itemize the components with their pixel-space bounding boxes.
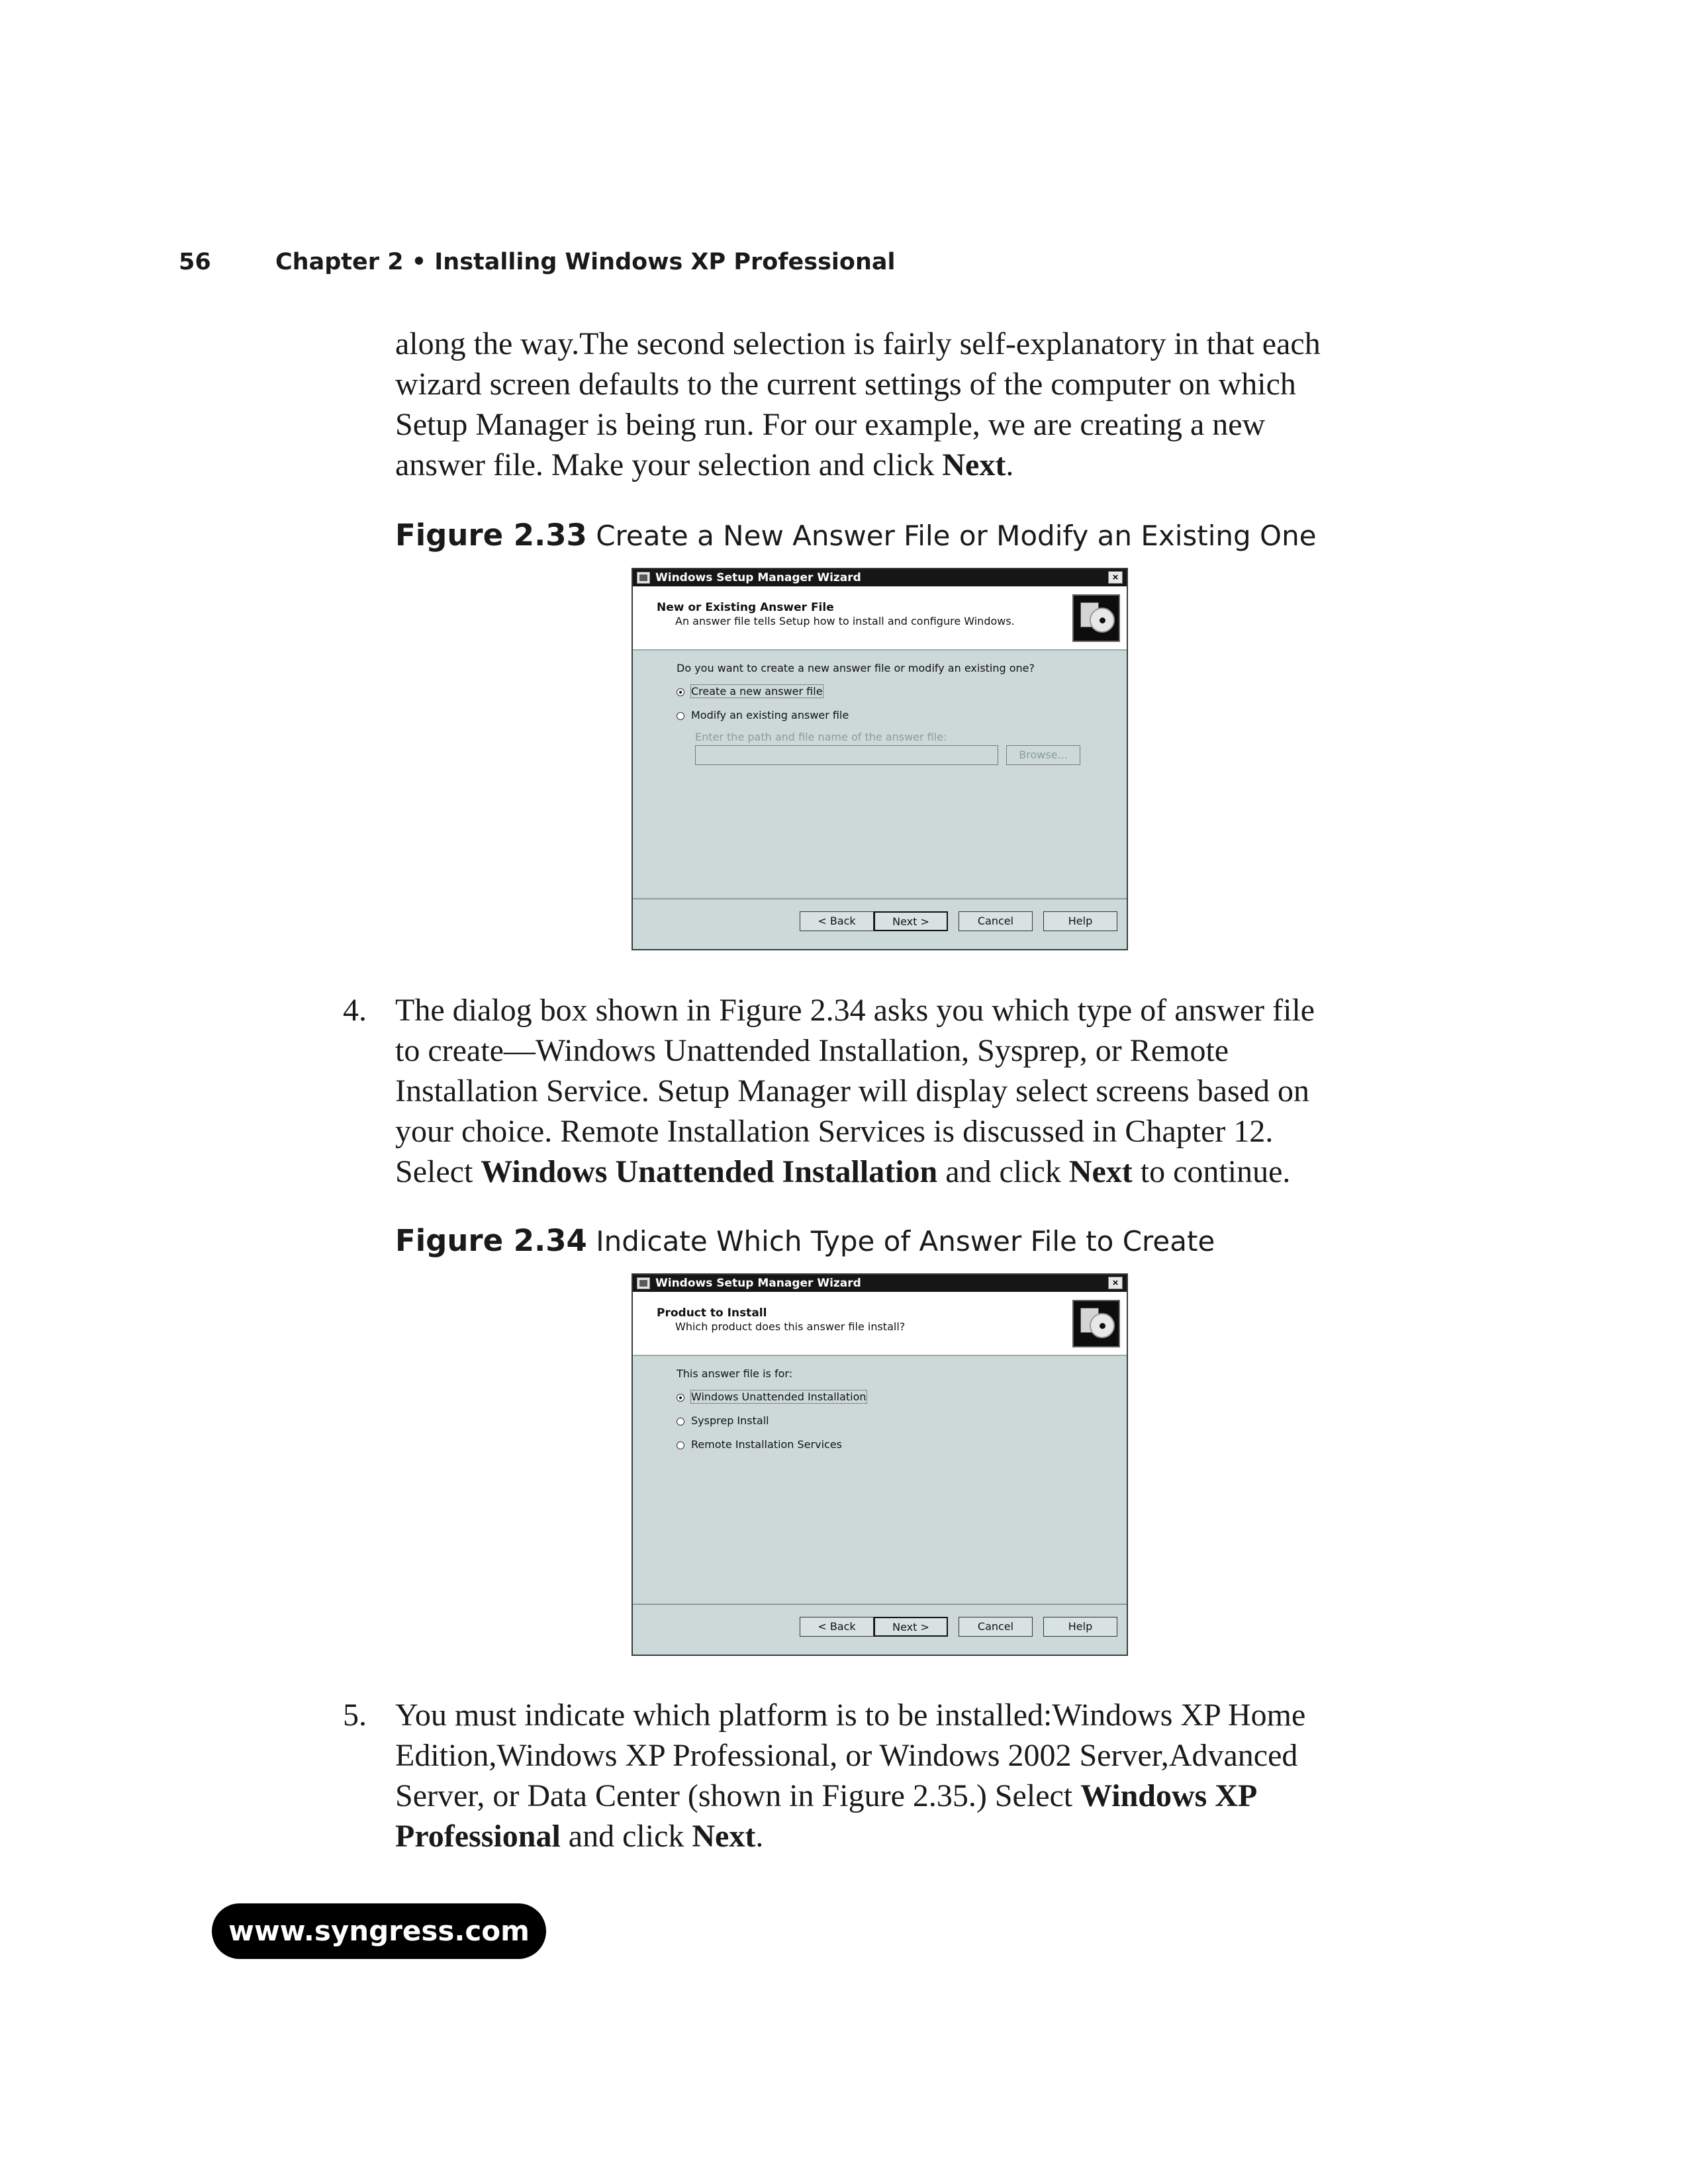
radio-remote-installation[interactable] bbox=[677, 1437, 842, 1452]
text-line: Edition,Windows XP Professional, or Windows 2002 Server,Advanced bbox=[395, 1738, 1298, 1773]
radio-create-new[interactable] bbox=[677, 684, 823, 699]
list-number: 4. bbox=[343, 993, 367, 1028]
figure-title: Indicate Which Type of Answer File to Create bbox=[596, 1225, 1215, 1257]
text-line bbox=[395, 1776, 1368, 1816]
dialog-titlebar bbox=[633, 569, 1127, 586]
dialog-title: Windows Setup Manager Wizard bbox=[655, 1277, 861, 1290]
path-label: Enter the path and file name of the answer file: bbox=[695, 731, 947, 743]
banner-subtitle: Which product does this answer file install? bbox=[675, 1320, 906, 1333]
text-run: Select bbox=[395, 1154, 481, 1189]
help-button[interactable]: Help bbox=[1043, 911, 1117, 931]
figure-number: Figure 2.33 bbox=[395, 518, 587, 553]
bold-term: Next bbox=[692, 1819, 756, 1854]
bold-term: Next bbox=[942, 447, 1006, 482]
app-icon bbox=[637, 1277, 650, 1289]
radio-label: Sysprep Install bbox=[691, 1414, 769, 1427]
text-run: . bbox=[1006, 447, 1014, 482]
text-run: to continue. bbox=[1132, 1154, 1291, 1189]
dialog-titlebar bbox=[633, 1275, 1127, 1292]
setup-wizard-icon bbox=[1072, 1300, 1120, 1347]
back-button[interactable]: < Back bbox=[800, 1617, 874, 1637]
radio-sysprep-install[interactable] bbox=[677, 1414, 769, 1428]
dialog-footer bbox=[633, 898, 1127, 949]
publisher-url: www.syngress.com bbox=[212, 1903, 546, 1959]
text-line: Setup Manager is being run. For our example, we are creating a new bbox=[395, 407, 1266, 442]
wizard-banner bbox=[633, 586, 1127, 651]
bold-term: Professional bbox=[395, 1819, 561, 1854]
text-line bbox=[395, 445, 1368, 485]
radio-unselected-icon bbox=[677, 1418, 684, 1426]
question-label: Do you want to create a new answer file or modify an existing one? bbox=[677, 662, 1035, 674]
answer-file-path-input[interactable] bbox=[695, 745, 998, 765]
question-label: This answer file is for: bbox=[677, 1367, 793, 1380]
banner-title: Product to Install bbox=[657, 1306, 767, 1320]
step-5-paragraph bbox=[395, 1695, 1368, 1856]
radio-modify-existing[interactable] bbox=[677, 708, 849, 723]
step-4-paragraph bbox=[395, 990, 1368, 1192]
banner-subtitle: An answer file tells Setup how to install and configure Windows. bbox=[675, 615, 1015, 627]
text-run: answer file. Make your selection and click bbox=[395, 447, 943, 482]
figure-title: Create a New Answer File or Modify an Existing One bbox=[596, 520, 1317, 552]
text-run: Server, or Data Center (shown in Figure 2.35.) Select bbox=[395, 1778, 1081, 1813]
text-line: The dialog box shown in Figure 2.34 asks you which type of answer file bbox=[395, 993, 1315, 1028]
bold-term: Windows Unattended Installation bbox=[481, 1154, 938, 1189]
list-number: 5. bbox=[343, 1698, 367, 1733]
radio-label: Create a new answer file bbox=[691, 685, 823, 698]
radio-selected-icon bbox=[677, 688, 684, 696]
text-line: along the way.The second selection is fairly self-explanatory in that each bbox=[395, 326, 1321, 361]
text-line bbox=[395, 1816, 1368, 1856]
page-number: 56 bbox=[179, 249, 211, 275]
setup-manager-dialog bbox=[632, 568, 1128, 950]
bold-term: Next bbox=[1068, 1154, 1133, 1189]
figure-number: Figure 2.34 bbox=[395, 1223, 587, 1258]
banner-title: New or Existing Answer File bbox=[657, 601, 834, 614]
text-line: to create—Windows Unattended Installation, Sysprep, or Remote bbox=[395, 1033, 1229, 1068]
browse-button[interactable]: Browse... bbox=[1006, 745, 1080, 765]
next-button[interactable]: Next > bbox=[874, 1617, 948, 1637]
close-button[interactable]: × bbox=[1108, 571, 1123, 584]
figure-caption bbox=[395, 1223, 1215, 1258]
radio-unselected-icon bbox=[677, 712, 684, 720]
text-run: and click bbox=[937, 1154, 1069, 1189]
text-line: wizard screen defaults to the current settings of the computer on which bbox=[395, 367, 1296, 402]
text-line: You must indicate which platform is to be installed:Windows XP Home bbox=[395, 1698, 1306, 1733]
radio-label: Modify an existing answer file bbox=[691, 709, 849, 721]
bold-term: Windows XP bbox=[1080, 1778, 1258, 1813]
dialog-footer bbox=[633, 1604, 1127, 1655]
running-header bbox=[179, 249, 896, 275]
next-button[interactable]: Next > bbox=[874, 911, 948, 931]
help-button[interactable]: Help bbox=[1043, 1617, 1117, 1637]
cancel-button[interactable]: Cancel bbox=[959, 1617, 1033, 1637]
radio-selected-icon bbox=[677, 1394, 684, 1402]
text-line: your choice. Remote Installation Services is discussed in Chapter 12. bbox=[395, 1114, 1274, 1149]
figure-caption bbox=[395, 518, 1317, 553]
text-run: and click bbox=[560, 1819, 692, 1854]
radio-unselected-icon bbox=[677, 1441, 684, 1449]
radio-unattended-installation[interactable] bbox=[677, 1390, 867, 1404]
cancel-button[interactable]: Cancel bbox=[959, 911, 1033, 931]
setup-manager-dialog bbox=[632, 1273, 1128, 1656]
close-button[interactable]: × bbox=[1108, 1277, 1123, 1289]
text-run: . bbox=[755, 1819, 764, 1854]
intro-paragraph bbox=[395, 324, 1368, 485]
radio-label: Remote Installation Services bbox=[691, 1438, 842, 1451]
back-button[interactable]: < Back bbox=[800, 911, 874, 931]
dialog-title: Windows Setup Manager Wizard bbox=[655, 571, 861, 584]
app-icon bbox=[637, 572, 650, 584]
radio-label: Windows Unattended Installation bbox=[691, 1390, 867, 1403]
chapter-title: Chapter 2 • Installing Windows XP Professional bbox=[275, 249, 896, 275]
setup-wizard-icon bbox=[1072, 594, 1120, 642]
text-line: Installation Service. Setup Manager will display select screens based on bbox=[395, 1073, 1309, 1109]
text-line bbox=[395, 1152, 1368, 1192]
wizard-banner bbox=[633, 1292, 1127, 1356]
